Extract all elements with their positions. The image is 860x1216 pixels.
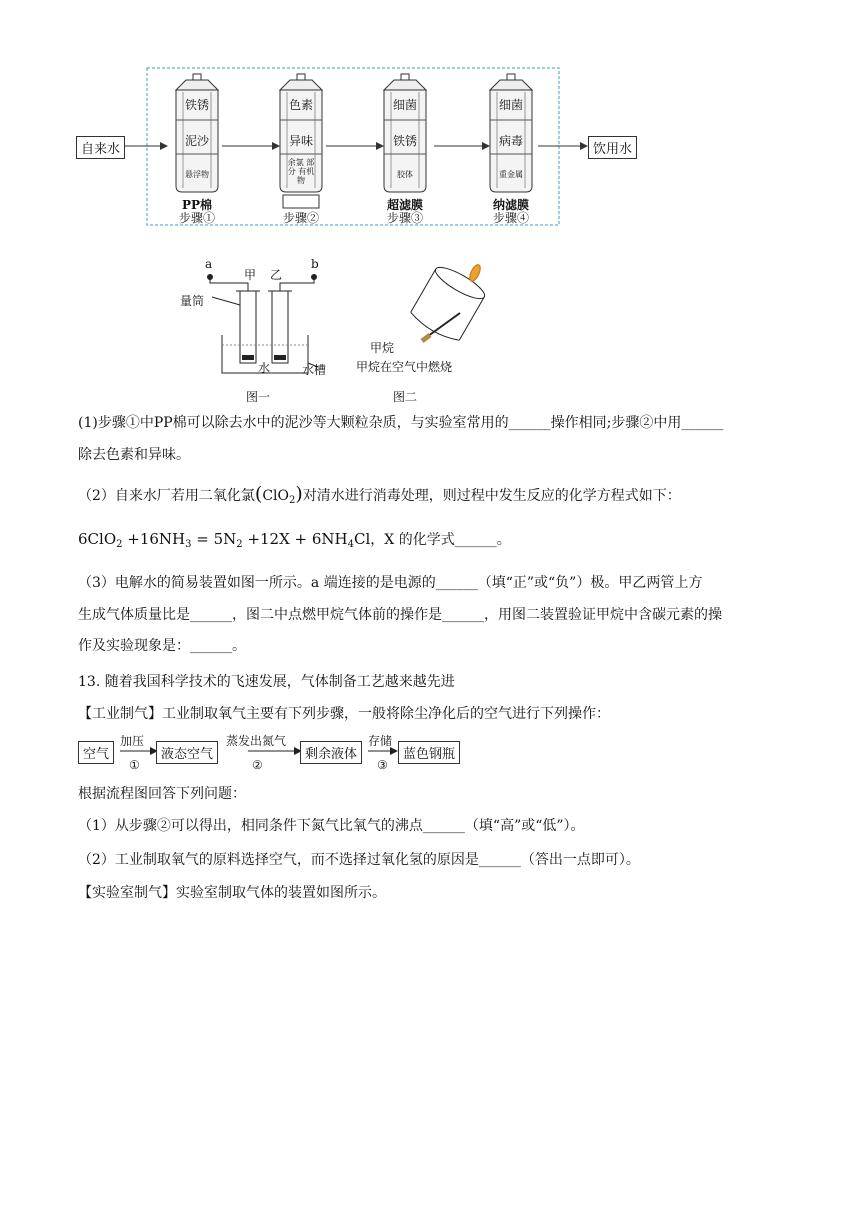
flow-box-remaining-liquid: 剩余液体 xyxy=(300,741,362,764)
flow-box-blue-cylinder: 蓝色钢瓶 xyxy=(398,741,460,764)
flow-below-3: ③ xyxy=(377,758,388,772)
q13-lab-intro: 【实验室制气】实验室制取气体的装置如图所示。 xyxy=(78,885,386,901)
flow-above-3: 存储 xyxy=(368,734,393,748)
terminal-a: a xyxy=(205,257,213,271)
step2-blank-box xyxy=(283,195,319,208)
flow-above-1: 加压 xyxy=(120,734,145,748)
layer-label: 泥沙 xyxy=(184,134,209,148)
q13-question-1: （1）从步骤②可以得出，相同条件下氮气比氧气的沸点______（填“高”或“低”）。 xyxy=(78,818,585,834)
layer-label: 色素 xyxy=(288,98,313,112)
q12-part3-line1: （3）电解水的简易装置如图一所示。a 端连接的是电源的______（填“正”或“负”）极。甲乙两管上方 xyxy=(78,575,703,591)
water-tank-label: 水槽 xyxy=(302,363,327,377)
drinking-water-label: 饮用水 xyxy=(588,136,637,159)
q12-equation-tail: ，X 的化学式______。 xyxy=(370,532,511,548)
q12-part2-b: 对清水进行消毒处理，则过程中发生反应的化学方程式如下： xyxy=(302,488,681,504)
flow-below-1: ① xyxy=(129,758,140,772)
step-label: 步骤① xyxy=(178,211,215,225)
q12-equation: $6ClO_2 +16NH_3 = 5N_2 +12X + 6NH_4Cl$，X 的化学式______。 xyxy=(78,530,511,550)
layer-label: 铁锈 xyxy=(184,98,209,112)
q13-title: 13. 随着我国科学技术的飞速发展，气体制备工艺越来越先进 xyxy=(78,674,455,690)
figure-1-caption: 图一 xyxy=(246,390,271,404)
q13-question-2: （2）工业制取氧气的原料选择空气，而不选择过氧化氢的原因是______（答出一点即可）。 xyxy=(78,852,640,868)
q13-answer-intro: 根据流程图回答下列问题： xyxy=(78,786,246,802)
q12-part3-line3: 作及实验现象是：______。 xyxy=(78,638,246,654)
flow-box-liquid-air: 液态空气 xyxy=(156,741,218,764)
graduated-cylinder-label: 量筒 xyxy=(180,294,205,308)
layer-label: 病毒 xyxy=(498,134,523,148)
material-label: PP棉 xyxy=(181,198,213,212)
q12-part2: （2）自来水厂若用二氧化氯(ClO$_2$)对清水进行消毒处理，则过程中发生反应的化学方程式如下： xyxy=(78,483,681,506)
layer-label: 余氯 部分 有机物 xyxy=(287,158,315,185)
tube-yi-label: 乙 xyxy=(270,268,283,282)
step-label: 步骤③ xyxy=(386,211,423,225)
layer-label: 胶体 xyxy=(397,170,413,179)
q12-part3-line2: 生成气体质量比是______，图二中点燃甲烷气体前的操作是______，用图二装置验证甲烷中含碳元素的操 xyxy=(78,607,722,623)
q12-part1-line1: (1)步骤①中PP棉可以除去水中的泥沙等大颗粒杂质，与实验室常用的______操作相同;步骤②中用______ xyxy=(78,415,724,431)
figure-2-caption: 图二 xyxy=(393,390,418,404)
layer-label: 细菌 xyxy=(498,98,523,112)
flow-above-2: 蒸发出氮气 xyxy=(226,734,287,748)
q12-part1-line2: 除去色素和异味。 xyxy=(78,447,190,463)
step-label: 步骤④ xyxy=(492,211,529,225)
methane-burning-label: 甲烷在空气中燃烧 xyxy=(356,360,453,374)
layer-label: 铁锈 xyxy=(392,134,417,148)
layer-label: 重金属 xyxy=(499,170,523,179)
layer-label: 细菌 xyxy=(392,98,417,112)
terminal-b: b xyxy=(311,257,319,271)
q12-part2-a: （2）自来水厂若用二氧化氯 xyxy=(78,488,255,504)
tap-water-label: 自来水 xyxy=(76,136,125,159)
flow-box-air: 空气 xyxy=(78,741,114,764)
flow-below-2: ② xyxy=(252,758,263,772)
layer-label: 悬浮物 xyxy=(185,170,209,179)
material-label: 纳滤膜 xyxy=(492,198,529,212)
material-label: 超滤膜 xyxy=(386,198,423,212)
q13-industry-intro: 【工业制气】工业制取氧气主要有下列步骤，一般将除尘净化后的空气进行下列操作： xyxy=(78,706,610,722)
step-label: 步骤② xyxy=(282,211,319,225)
water-label: 水 xyxy=(258,361,271,375)
methane-label: 甲烷 xyxy=(370,341,395,355)
tube-jia-label: 甲 xyxy=(244,268,257,282)
layer-label: 异味 xyxy=(288,134,313,148)
